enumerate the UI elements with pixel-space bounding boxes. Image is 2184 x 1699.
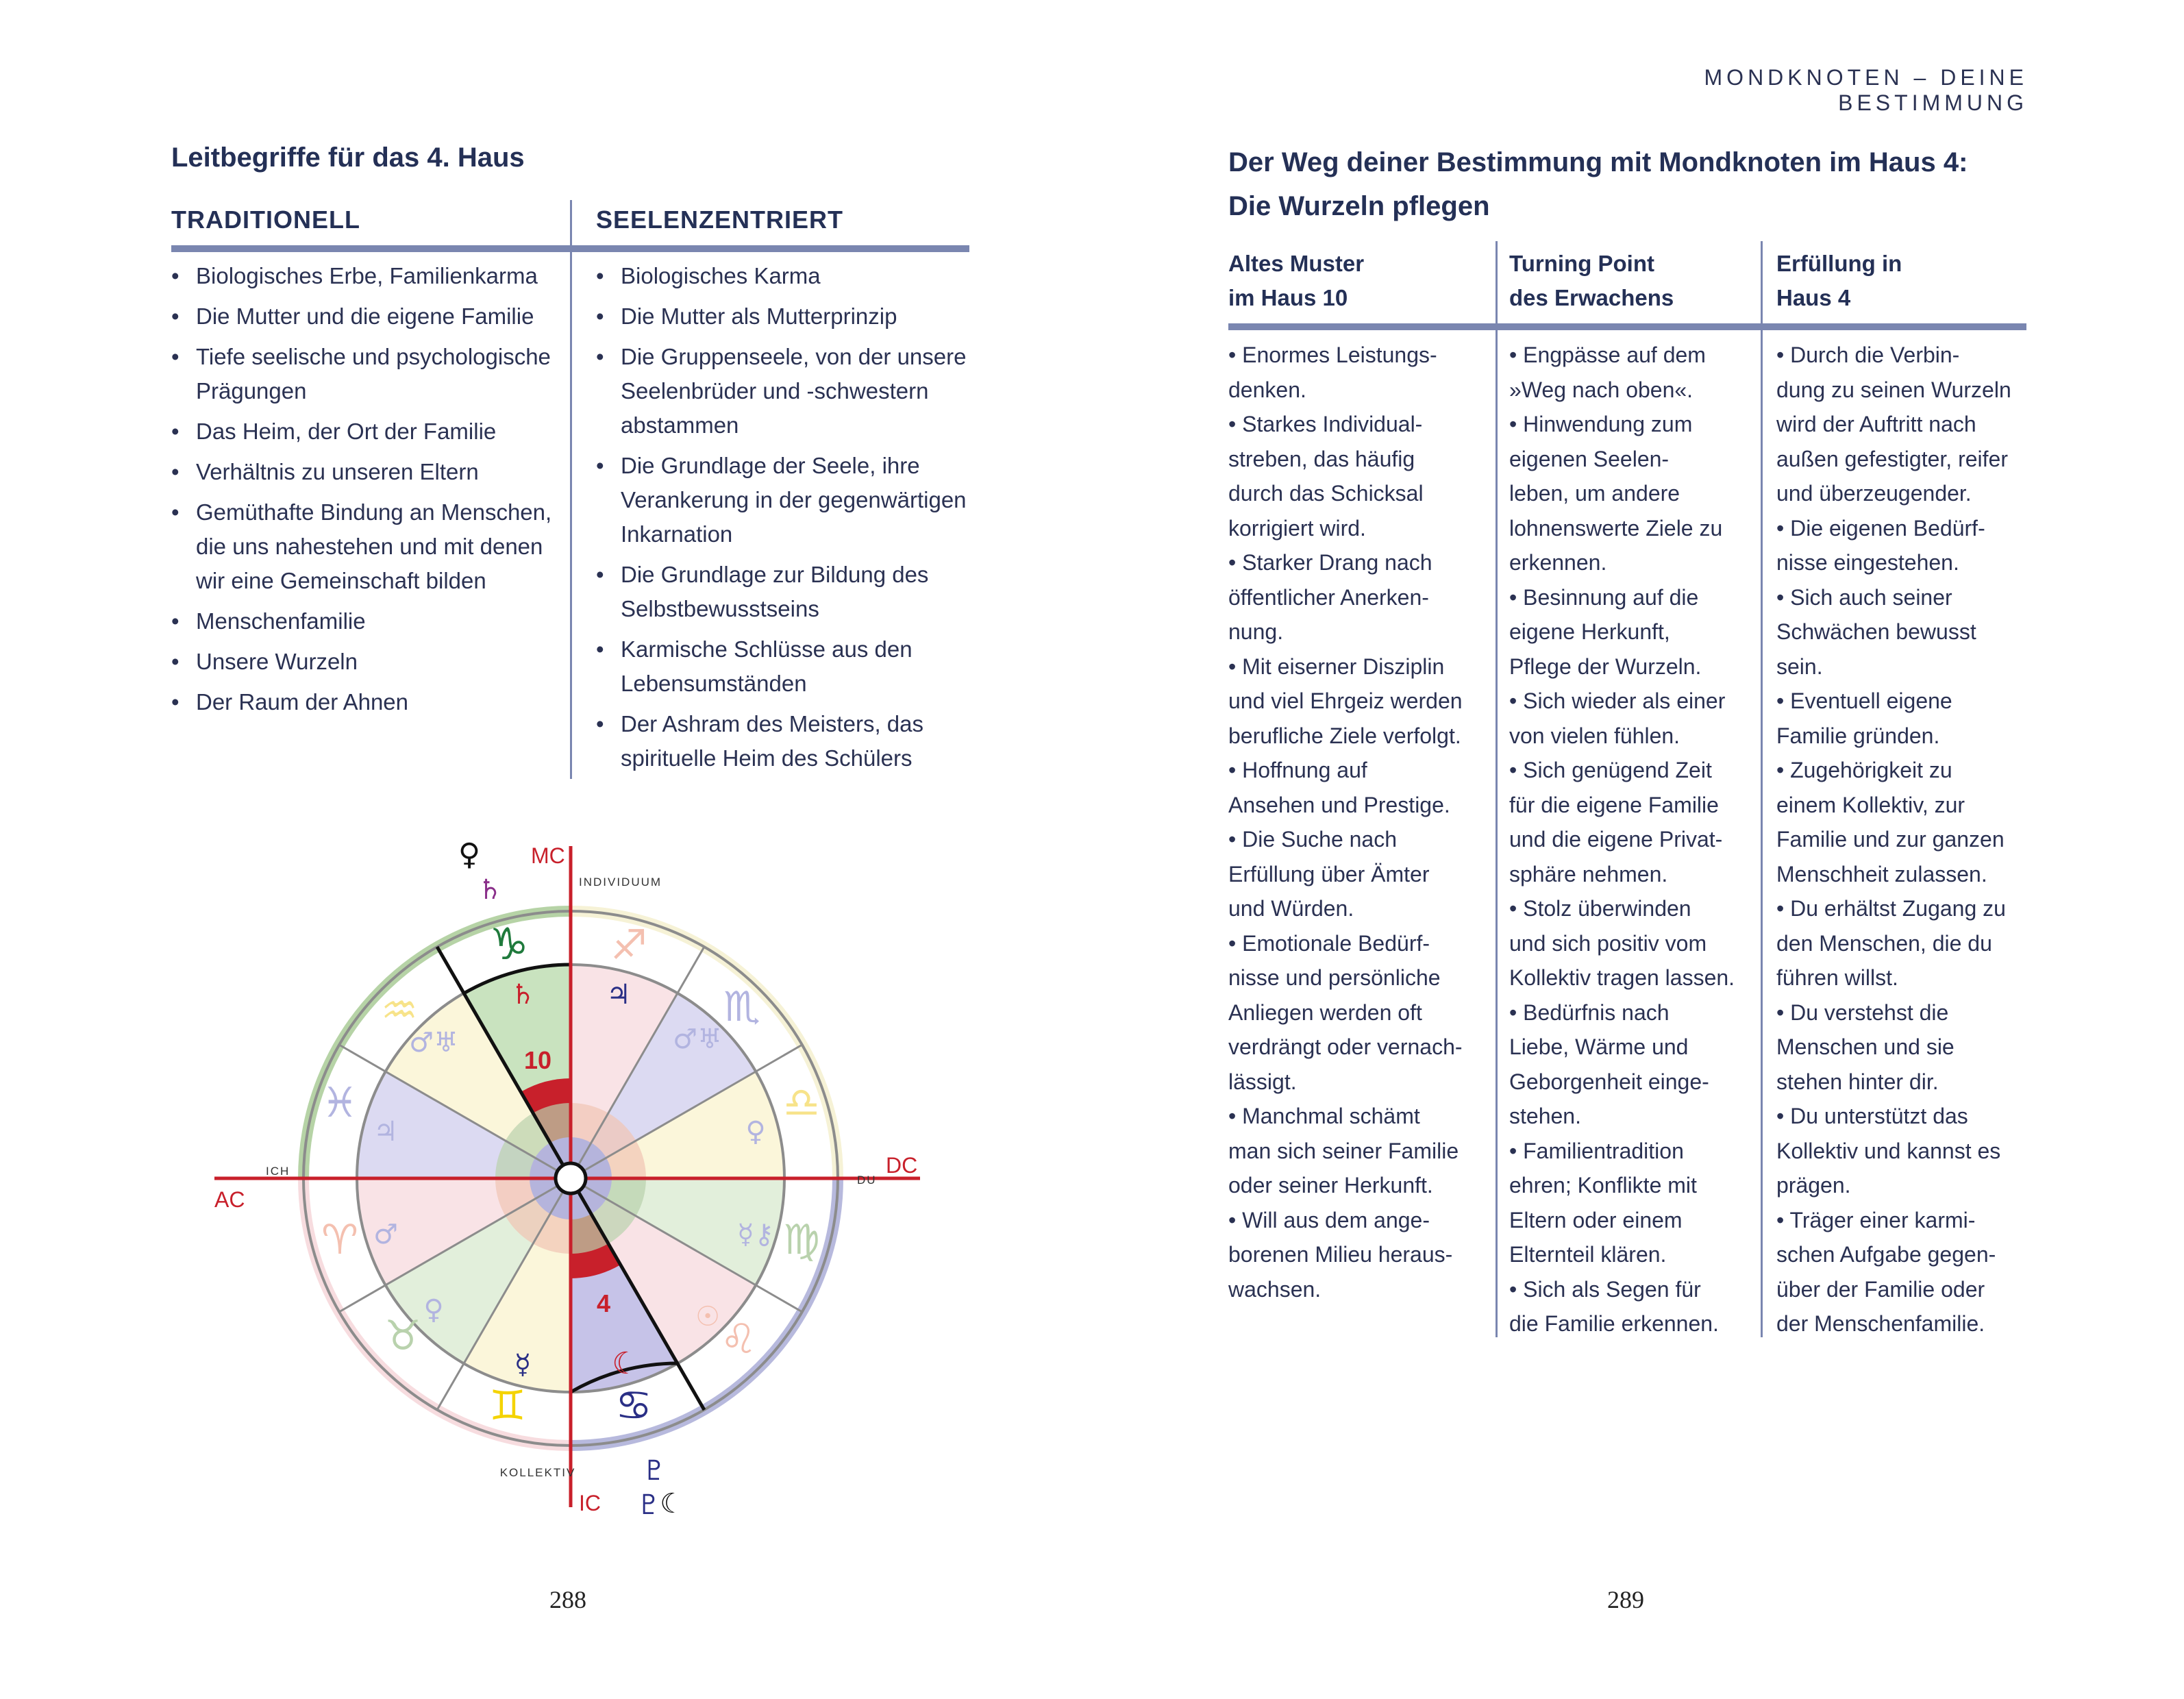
aquarius-icon: ♒ bbox=[381, 987, 418, 1034]
sun-icon: ☉ bbox=[695, 1301, 720, 1332]
right-table-divider-1 bbox=[1496, 241, 1498, 1337]
column-line: • Mit eiserner Disziplin bbox=[1228, 654, 1445, 679]
column-line: von vielen fühlen. bbox=[1509, 723, 1680, 748]
col3-head-line2: Haus 4 bbox=[1776, 285, 1851, 310]
column-line: verdrängt oder vernach- bbox=[1228, 1034, 1463, 1059]
left-section-title: Leitbegriffe für das 4. Haus bbox=[171, 142, 525, 173]
column-line: Eltern oder einem bbox=[1509, 1207, 1683, 1232]
column-line: sphäre nehmen. bbox=[1509, 861, 1668, 886]
column-line: über der Familie oder bbox=[1776, 1276, 1985, 1302]
list-item: • Die Grundlage zur Bildung des Selbstbewusstseins bbox=[596, 558, 980, 626]
mars-uranus-icon-2: ♂♅ bbox=[409, 1027, 458, 1058]
column-line: • Die eigenen Bedürf- bbox=[1776, 515, 1985, 541]
list-item: • Der Ashram des Meisters, das spirituelle Heim des Schülers bbox=[596, 707, 980, 776]
seelenzentriert-list-container bbox=[596, 259, 980, 782]
column-line: • Sich als Segen für bbox=[1509, 1276, 1701, 1302]
column-line: oder seiner Herkunft. bbox=[1228, 1173, 1433, 1198]
cancer-icon: ♋ bbox=[615, 1382, 652, 1430]
column-line: • Sich genügend Zeit bbox=[1509, 758, 1712, 782]
list-item: • Karmische Schlüsse aus den Lebensumständen bbox=[596, 632, 980, 701]
column-line: denken. bbox=[1228, 377, 1306, 402]
saturn-icon: ♄ bbox=[477, 874, 502, 906]
jupiter-house-icon: ♃ bbox=[606, 979, 631, 1010]
capricorn-icon: ♑ bbox=[489, 919, 529, 970]
venus-house-icon-2: ♀ bbox=[423, 1294, 444, 1326]
house-number-10: 10 bbox=[523, 1046, 552, 1074]
right-title-line1: Der Weg deiner Bestimmung mit Mondknoten im Haus 4: bbox=[1228, 147, 1968, 177]
column-line: nisse und persönliche bbox=[1228, 965, 1441, 990]
column-line: ehren; Konflikte mit bbox=[1509, 1173, 1697, 1198]
ich-label: ICH bbox=[266, 1165, 290, 1178]
column-line: Menschheit zulassen. bbox=[1776, 861, 1987, 886]
column-line: erkennen. bbox=[1509, 550, 1607, 575]
column-line: dung zu seinen Wurzeln bbox=[1776, 377, 2011, 402]
left-table-divider bbox=[570, 200, 572, 779]
column-line: Ansehen und Prestige. bbox=[1228, 792, 1450, 817]
list-item: • Menschenfamilie bbox=[171, 604, 562, 638]
column-line: Familie und zur ganzen bbox=[1776, 827, 2005, 852]
kollektiv-label: KOLLEKTIV bbox=[499, 1466, 576, 1479]
column-head-traditionell: TRADITIONELL bbox=[171, 206, 360, 234]
mars-uranus-icon: ♂♅ bbox=[673, 1024, 722, 1055]
column-line: Erfüllung über Ämter bbox=[1228, 861, 1430, 886]
dc-label: DC bbox=[886, 1153, 918, 1178]
right-table-rule bbox=[1228, 323, 2026, 330]
column-line: die Familie erkennen. bbox=[1509, 1311, 1719, 1336]
column-line: • Träger einer karmi- bbox=[1776, 1207, 1976, 1232]
column-line: einem Kollektiv, zur bbox=[1776, 792, 1965, 817]
column-line: • Sich wieder als einer bbox=[1509, 689, 1726, 713]
traditionell-list bbox=[171, 259, 562, 719]
individuum-label: INDIVIDUUM bbox=[579, 876, 662, 889]
column-line: • Hoffnung auf bbox=[1228, 758, 1367, 782]
column-line: und überzeugender. bbox=[1776, 481, 1972, 506]
column-line: Anliegen werden oft bbox=[1228, 1000, 1422, 1025]
column-line: nisse eingestehen. bbox=[1776, 550, 1959, 575]
column-line: • Manchmal schämt bbox=[1228, 1104, 1420, 1128]
column-line: lohnenswerte Ziele zu bbox=[1509, 515, 1723, 541]
column-line: stehen hinter dir. bbox=[1776, 1069, 1939, 1094]
list-item: • Biologisches Erbe, Familienkarma bbox=[171, 259, 562, 293]
column-line: streben, das häufig bbox=[1228, 446, 1415, 471]
venus-house-icon: ♀ bbox=[745, 1116, 766, 1148]
column-line: und sich positiv vom bbox=[1509, 930, 1707, 956]
column-line: öffentlicher Anerken- bbox=[1228, 584, 1429, 610]
column-line: und die eigene Privat- bbox=[1509, 827, 1723, 852]
page-number-right: 289 bbox=[1607, 1586, 1644, 1613]
column-line: »Weg nach oben«. bbox=[1509, 377, 1693, 402]
mc-label: MC bbox=[531, 843, 565, 868]
column-line: • Emotionale Bedürf- bbox=[1228, 930, 1430, 956]
column-line: sein. bbox=[1776, 654, 1823, 679]
column-head-erfuellung bbox=[1776, 247, 2037, 315]
moon-icon: ☾ bbox=[660, 1488, 684, 1520]
col1-head-line1: Altes Muster bbox=[1228, 251, 1365, 276]
column-line: Kollektiv und kannst es bbox=[1776, 1138, 2001, 1163]
right-title-line2: Die Wurzeln pflegen bbox=[1228, 191, 1490, 221]
seelenzentriert-list bbox=[596, 259, 980, 776]
column-line: Familie gründen. bbox=[1776, 723, 1940, 748]
column-line: • Zugehörigkeit zu bbox=[1776, 758, 1952, 782]
altes-muster-column bbox=[1228, 338, 1489, 1306]
column-line: leben, um andere bbox=[1509, 481, 1680, 506]
column-line: der Menschenfamilie. bbox=[1776, 1311, 1985, 1336]
column-head-turning-point bbox=[1509, 247, 1756, 315]
column-line: berufliche Ziele verfolgt. bbox=[1228, 723, 1461, 748]
traditionell-list-container bbox=[171, 259, 562, 726]
column-line: den Menschen, die du bbox=[1776, 930, 1992, 956]
column-line: Menschen und sie bbox=[1776, 1034, 1955, 1059]
right-table-divider-2 bbox=[1761, 241, 1763, 1337]
column-line: und viel Ehrgeiz werden bbox=[1228, 689, 1463, 713]
mercury-chiron-icon: ☿⚷ bbox=[737, 1219, 774, 1250]
right-section-title bbox=[1228, 140, 2050, 228]
scorpio-icon: ♏ bbox=[723, 983, 760, 1031]
pluto-icon-2: ♇ bbox=[636, 1489, 661, 1521]
column-line: wird der Auftritt nach bbox=[1776, 412, 1976, 436]
column-head-altes-muster bbox=[1228, 247, 1489, 315]
aries-icon: ♈ bbox=[321, 1216, 358, 1264]
column-line: eigenen Seelen- bbox=[1509, 446, 1670, 471]
column-line: • Starkes Individual- bbox=[1228, 412, 1423, 436]
col3-head-line1: Erfüllung in bbox=[1776, 251, 1902, 276]
wheel-center bbox=[556, 1163, 586, 1193]
column-line: lässigt. bbox=[1228, 1069, 1297, 1094]
column-line: wachsen. bbox=[1228, 1276, 1321, 1302]
column-line: • Stolz überwinden bbox=[1509, 896, 1691, 921]
column-line: • Du verstehst die bbox=[1776, 1000, 1949, 1025]
mars-house-icon: ♂ bbox=[373, 1219, 398, 1250]
leo-icon: ♌ bbox=[720, 1315, 757, 1363]
sagittarius-icon: ♐ bbox=[610, 921, 647, 969]
moon-house-icon: ☾ bbox=[612, 1346, 639, 1381]
column-line: • Eventuell eigene bbox=[1776, 689, 1952, 713]
column-line: • Bedürfnis nach bbox=[1509, 1000, 1670, 1025]
page-number-left: 288 bbox=[549, 1586, 586, 1613]
gemini-icon: ♊ bbox=[489, 1382, 526, 1430]
pisces-icon: ♓ bbox=[321, 1079, 358, 1127]
column-line: Kollektiv tragen lassen. bbox=[1509, 965, 1735, 990]
column-line: Elternteil klären. bbox=[1509, 1242, 1667, 1267]
list-item: • Die Mutter als Mutterprinzip bbox=[596, 299, 980, 334]
list-item: • Der Raum der Ahnen bbox=[171, 685, 562, 719]
column-line: borenen Milieu heraus- bbox=[1228, 1242, 1453, 1267]
column-line: • Familientradition bbox=[1509, 1138, 1684, 1163]
column-line: durch das Schicksal bbox=[1228, 481, 1424, 506]
column-line: • Will aus dem ange- bbox=[1228, 1207, 1430, 1232]
column-line: man sich seiner Familie bbox=[1228, 1138, 1459, 1163]
list-item: • Unsere Wurzeln bbox=[171, 645, 562, 679]
column-line: • Starker Drang nach bbox=[1228, 550, 1432, 575]
column-head-seelenzentriert: SEELENZENTRIERT bbox=[596, 206, 844, 234]
du-label: DU bbox=[857, 1174, 877, 1187]
erfuellung-column bbox=[1776, 338, 2037, 1341]
list-item: • Biologisches Karma bbox=[596, 259, 980, 293]
list-item: • Verhältnis zu unseren Eltern bbox=[171, 455, 562, 489]
virgo-icon: ♍ bbox=[783, 1216, 820, 1264]
column-line: korrigiert wird. bbox=[1228, 515, 1366, 541]
column-line: nung. bbox=[1228, 619, 1284, 644]
list-item: • Tiefe seelische und psychologische Prägungen bbox=[171, 340, 562, 408]
column-line: Pflege der Wurzeln. bbox=[1509, 654, 1702, 679]
saturn-house-icon: ♄ bbox=[510, 979, 535, 1010]
column-line: Geborgenheit einge- bbox=[1509, 1069, 1709, 1094]
column-line: außen gefestigter, reifer bbox=[1776, 446, 2008, 471]
col2-head-line2: des Erwachens bbox=[1509, 285, 1674, 310]
venus-icon: ♀ bbox=[458, 837, 481, 872]
column-line: • Enormes Leistungs- bbox=[1228, 343, 1437, 367]
list-item: • Die Mutter und die eigene Familie bbox=[171, 299, 562, 334]
column-line: schen Aufgabe gegen- bbox=[1776, 1242, 1996, 1267]
house-wheel-diagram bbox=[192, 822, 986, 1541]
list-item: • Die Grundlage der Seele, ihre Verankerung in der gegenwärtigen Inkarnation bbox=[596, 449, 980, 551]
column-line: • Durch die Verbin- bbox=[1776, 343, 1960, 367]
column-line: • Du unterstützt das bbox=[1776, 1104, 1968, 1128]
column-line: • Engpässe auf dem bbox=[1509, 343, 1706, 367]
column-line: führen willst. bbox=[1776, 965, 1898, 990]
column-line: • Sich auch seiner bbox=[1776, 584, 1952, 610]
pluto-icon: ♇ bbox=[642, 1455, 667, 1487]
list-item: • Die Gruppenseele, von der unsere Seelenbrüder und -schwestern abstammen bbox=[596, 340, 980, 443]
column-line: Schwächen bewusst bbox=[1776, 619, 1976, 644]
ic-label: IC bbox=[579, 1491, 601, 1515]
column-line: • Hinwendung zum bbox=[1509, 412, 1693, 436]
running-head: MONDKNOTEN – DEINE BESTIMMUNG bbox=[1704, 65, 2028, 115]
column-line: • Die Suche nach bbox=[1228, 827, 1398, 852]
column-line: Liebe, Wärme und bbox=[1509, 1034, 1689, 1059]
ac-label: AC bbox=[214, 1187, 245, 1212]
column-line: • Besinnung auf die bbox=[1509, 584, 1699, 610]
col1-head-line2: im Haus 10 bbox=[1228, 285, 1348, 310]
jupiter-house-icon-2: ♃ bbox=[373, 1116, 398, 1148]
libra-icon: ♎ bbox=[783, 1079, 820, 1127]
list-item: • Gemüthafte Bindung an Menschen, die uns nahestehen und mit denen wir eine Gemeinschaft bilden bbox=[171, 495, 562, 598]
column-line: stehen. bbox=[1509, 1104, 1581, 1128]
column-line: eigene Herkunft, bbox=[1509, 619, 1670, 644]
house-number-4: 4 bbox=[596, 1289, 611, 1317]
list-item: • Das Heim, der Ort der Familie bbox=[171, 414, 562, 449]
taurus-icon: ♉ bbox=[384, 1312, 421, 1360]
column-line: für die eigene Familie bbox=[1509, 792, 1719, 817]
column-line: prägen. bbox=[1776, 1173, 1851, 1198]
column-line: und Würden. bbox=[1228, 896, 1354, 921]
turning-point-column bbox=[1509, 338, 1756, 1341]
col2-head-line1: Turning Point bbox=[1509, 251, 1655, 276]
mercury-house-icon: ☿ bbox=[514, 1349, 532, 1380]
column-line: • Du erhältst Zugang zu bbox=[1776, 896, 2006, 921]
